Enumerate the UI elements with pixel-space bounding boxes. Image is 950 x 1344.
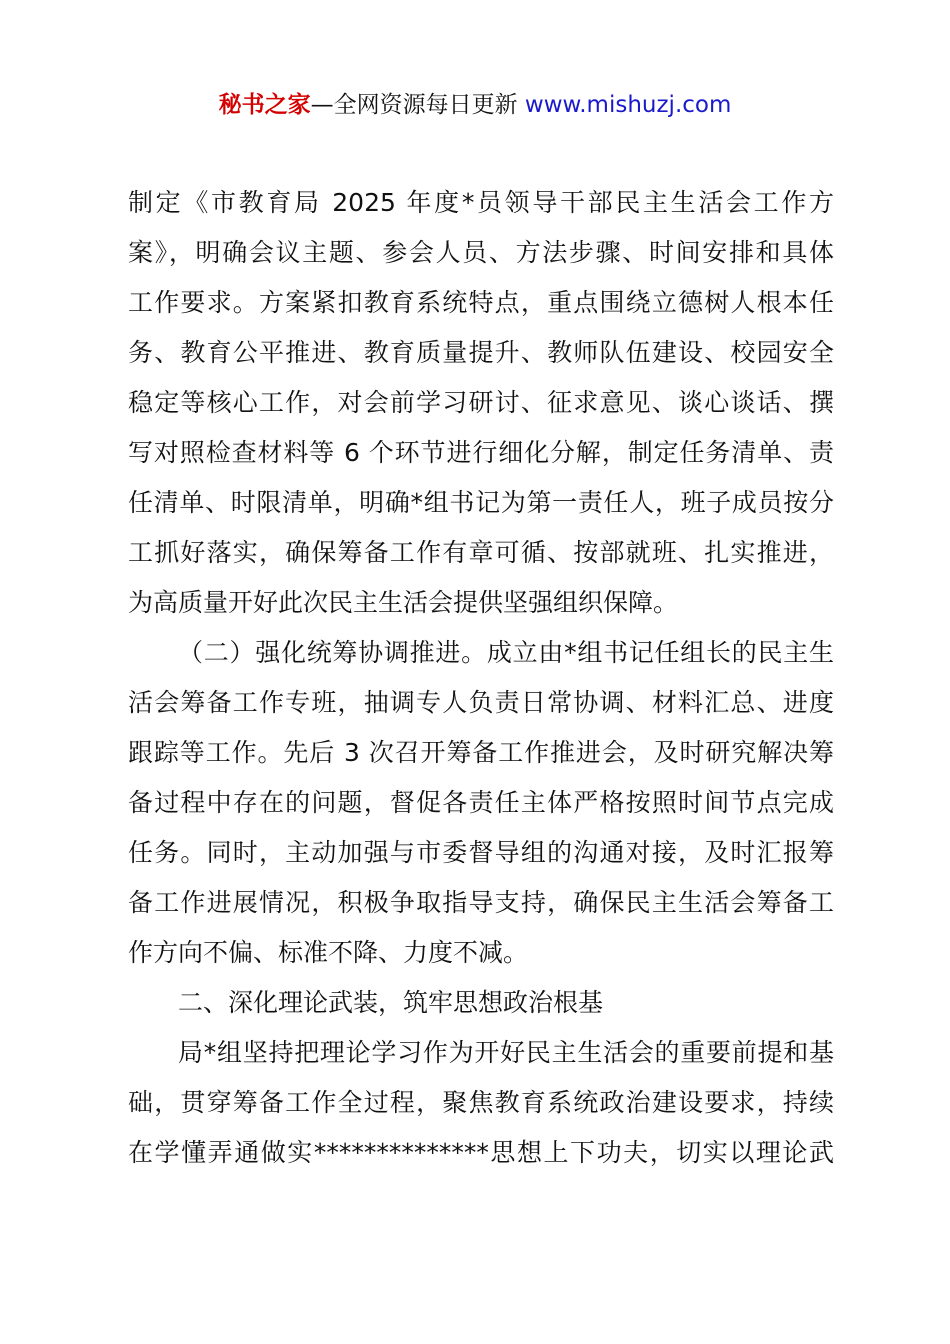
text-line: 础，贯穿筹备工作全过程，聚焦教育系统政治建设要求，持续: [128, 1088, 834, 1117]
text-line: （二）强化统筹协调推进。成立由*组书记任组长的民主生: [178, 638, 834, 667]
section-heading: 二、深化理论武装，筑牢思想政治根基: [178, 988, 604, 1017]
paragraph-1: [128, 178, 834, 628]
site-header: [0, 88, 950, 122]
text-line: 写对照检查材料等 6 个环节进行细化分解，制定任务清单、责: [128, 438, 834, 467]
header-tagline: —全网资源每日更新: [310, 92, 525, 118]
text-line: 任清单、时限清单，明确*组书记为第一责任人，班子成员按分: [128, 488, 834, 517]
document-body: [128, 178, 834, 1178]
text-line: 跟踪等工作。先后 3 次召开筹备工作推进会，及时研究解决筹: [128, 738, 834, 767]
text-line: 在学懂弄通做实**************思想上下功夫，切实以理论武: [128, 1138, 834, 1167]
text-line: 工抓好落实，确保筹备工作有章可循、按部就班、扎实推进，: [128, 538, 834, 567]
site-url-link[interactable]: www.mishuzj.com: [524, 92, 732, 118]
brand-name: 秘书之家: [218, 92, 311, 118]
text-line: 备过程中存在的问题，督促各责任主体严格按照时间节点完成: [128, 788, 834, 817]
text-line: 稳定等核心工作，对会前学习研讨、征求意见、谈心谈话、撰: [128, 388, 834, 417]
text-line: 备工作进展情况，积极争取指导支持，确保民主生活会筹备工: [128, 888, 834, 917]
text-line: 务、教育公平推进、教育质量提升、教师队伍建设、校园安全: [128, 338, 834, 367]
text-line: 工作要求。方案紧扣教育系统特点，重点围绕立德树人根本任: [128, 288, 834, 317]
text-line: 局*组坚持把理论学习作为开好民主生活会的重要前提和基: [178, 1038, 834, 1067]
paragraph-3: [128, 1028, 834, 1178]
text-line: 任务。同时，主动加强与市委督导组的沟通对接，及时汇报筹: [128, 838, 834, 867]
text-line: 案》，明确会议主题、参会人员、方法步骤、时间安排和具体: [128, 238, 834, 267]
text-line: 活会筹备工作专班，抽调专人负责日常协调、材料汇总、进度: [128, 688, 834, 717]
paragraph-2: [128, 628, 834, 978]
text-line: 作方向不偏、标准不降、力度不减。: [128, 938, 529, 967]
text-line: 为高质量开好此次民主生活会提供坚强组织保障。: [128, 588, 679, 617]
text-line: 制定《市教育局 2025 年度*员领导干部民主生活会工作方: [128, 188, 834, 217]
